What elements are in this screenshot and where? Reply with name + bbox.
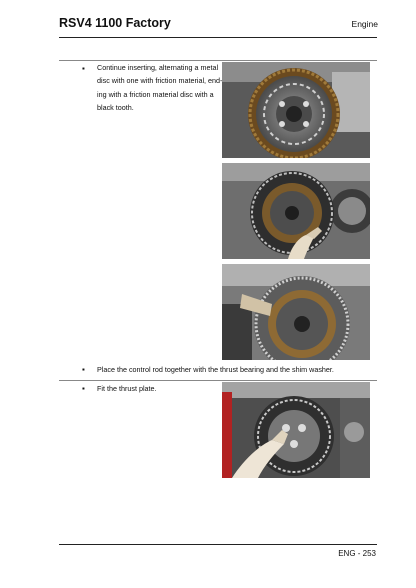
thrust-plate-photo [222, 382, 370, 478]
section-name: Engine [351, 19, 378, 29]
step-1-line: disc with one with friction material, end- [97, 76, 223, 86]
footer-rule [59, 544, 377, 545]
step-2-text: Place the control rod together with the thrust bearing and the shim washer. [97, 365, 334, 374]
step-bullet: ▪ [82, 64, 85, 73]
header-rule [59, 37, 377, 38]
step-bullet: ▪ [82, 384, 85, 393]
page-number: ENG - 253 [338, 549, 376, 558]
page-title: RSV4 1100 Factory [59, 16, 171, 30]
clutch-photo-2 [222, 163, 370, 259]
step-3-text: Fit the thrust plate. [97, 384, 157, 393]
clutch-photo-3 [222, 264, 370, 360]
step-1-line: ing with a friction material disc with a [97, 89, 214, 99]
clutch-photo-1 [222, 62, 370, 158]
step-1-line: Continue inserting, alternating a metal [97, 63, 219, 72]
step-1-text [97, 61, 222, 115]
step-bullet: ▪ [82, 365, 85, 374]
step-1-line: black tooth. [97, 103, 134, 113]
step-divider [59, 380, 377, 381]
